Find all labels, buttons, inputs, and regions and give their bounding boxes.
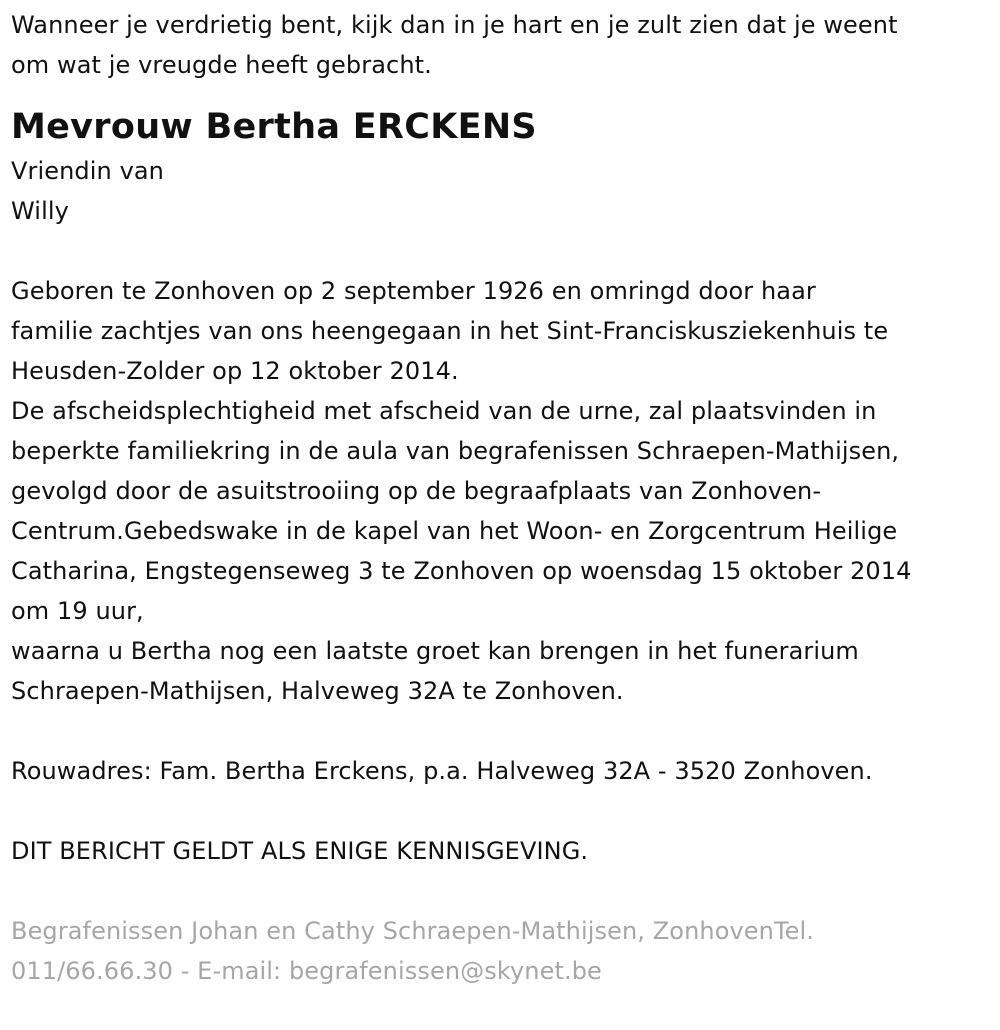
footer-line: 011/66.66.30 - E-mail: begrafenissen@skynet.be (11, 957, 602, 985)
mourning-address: Rouwadres: Fam. Bertha Erckens, p.a. Halveweg 32A - 3520 Zonhoven. (11, 757, 873, 785)
body-line: beperkte familiekring in de aula van begrafenissen Schraepen-Mathijsen, (11, 437, 900, 465)
body-line: Geboren te Zonhoven op 2 september 1926 en omringd door haar (11, 277, 816, 305)
body-line: Schraepen-Mathijsen, Halveweg 32A te Zonhoven. (11, 677, 624, 705)
body-line: Centrum.Gebedswake in de kapel van het Woon- en Zorgcentrum Heilige (11, 517, 898, 545)
spacer (11, 871, 996, 911)
notice-statement: DIT BERICHT GELDT ALS ENIGE KENNISGEVING. (11, 837, 589, 865)
death-notice (11, 0, 996, 991)
spacer (11, 711, 996, 751)
notice-body (11, 271, 996, 711)
funeral-home-footer (11, 911, 996, 991)
body-line: om 19 uur, (11, 597, 144, 625)
relation-block (11, 151, 996, 231)
body-line: gevolgd door de asuitstrooiing op de begraafplaats van Zonhoven- (11, 477, 822, 505)
quote-line: Wanneer je verdrietig bent, kijk dan in je hart en je zult zien dat je weent (11, 11, 898, 39)
quote-line: om wat je vreugde heeft gebracht. (11, 51, 432, 79)
relation-label: Vriendin van (11, 157, 164, 185)
spacer (11, 231, 996, 271)
body-line: Heusden-Zolder op 12 oktober 2014. (11, 357, 459, 385)
relation-name: Willy (11, 197, 69, 225)
body-line: Catharina, Engstegenseweg 3 te Zonhoven op woensdag 15 oktober 2014 (11, 557, 912, 585)
spacer (11, 791, 996, 831)
body-line: waarna u Bertha nog een laatste groet kan brengen in het funerarium (11, 637, 859, 665)
footer-line: Begrafenissen Johan en Cathy Schraepen-Mathijsen, ZonhovenTel. (11, 917, 815, 945)
opening-quote (11, 5, 996, 85)
body-line: De afscheidsplechtigheid met afscheid van de urne, zal plaatsvinden in (11, 397, 877, 425)
deceased-name: Mevrouw Bertha ERCKENS (11, 107, 537, 147)
body-line: familie zachtjes van ons heengegaan in het Sint-Franciskusziekenhuis te (11, 317, 889, 345)
